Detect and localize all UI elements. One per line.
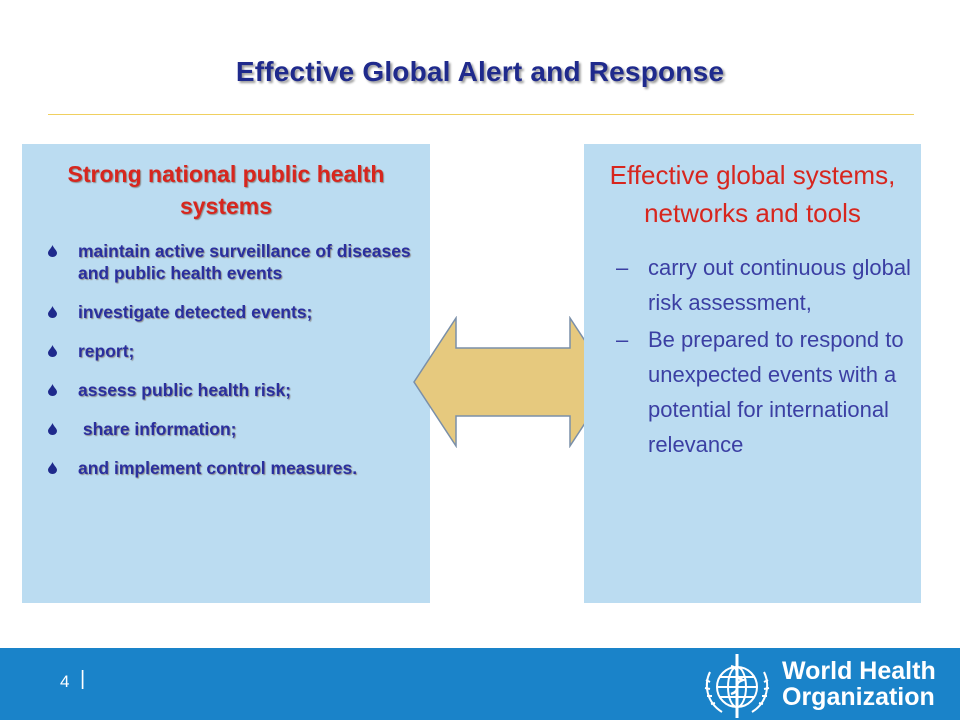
drop-bullet-icon (48, 462, 57, 474)
list-item (78, 379, 418, 401)
left-panel (22, 144, 430, 603)
list-item (78, 457, 418, 479)
who-name-line1: World Health (782, 657, 936, 685)
who-wordmark (782, 658, 936, 710)
page-separator: | (80, 668, 86, 690)
item-text: carry out continuous global risk assessment, (648, 255, 911, 315)
right-panel-heading: Effective global systems, networks and tools (609, 160, 896, 228)
list-item (616, 250, 922, 320)
drop-bullet-icon (48, 245, 57, 257)
left-bullet-list (78, 240, 418, 496)
slide-title: Effective Global Alert and Response (235, 56, 725, 87)
list-item (78, 240, 418, 284)
title-divider (48, 114, 914, 115)
who-name-line2: Organization (782, 683, 935, 711)
bullet-text: assess public health risk; (78, 380, 292, 400)
bullet-text: share information; (78, 419, 237, 439)
bullet-text: report; (78, 341, 135, 361)
bullet-text: investigate detected events; (78, 302, 313, 322)
dash-bullet-icon: – (616, 255, 629, 280)
who-emblem-icon (696, 650, 778, 720)
list-item (78, 301, 418, 323)
drop-bullet-icon (48, 384, 57, 396)
list-item (78, 418, 418, 440)
list-item (616, 322, 922, 462)
list-item (78, 340, 418, 362)
drop-bullet-icon (48, 345, 57, 357)
right-dash-list (616, 250, 922, 464)
right-panel (584, 144, 921, 603)
drop-bullet-icon (48, 306, 57, 318)
dash-bullet-icon: – (616, 327, 629, 352)
bullet-text: maintain active surveillance of diseases and public health events (78, 241, 411, 283)
drop-bullet-icon (48, 423, 57, 435)
footer-bar (0, 648, 960, 720)
bullet-text: and implement control measures. (78, 458, 358, 478)
item-text: Be prepared to respond to unexpected events with a potential for international relevance (648, 327, 904, 457)
page-number: 4 (60, 672, 70, 691)
left-panel-heading: Strong national public health systems (67, 161, 385, 219)
